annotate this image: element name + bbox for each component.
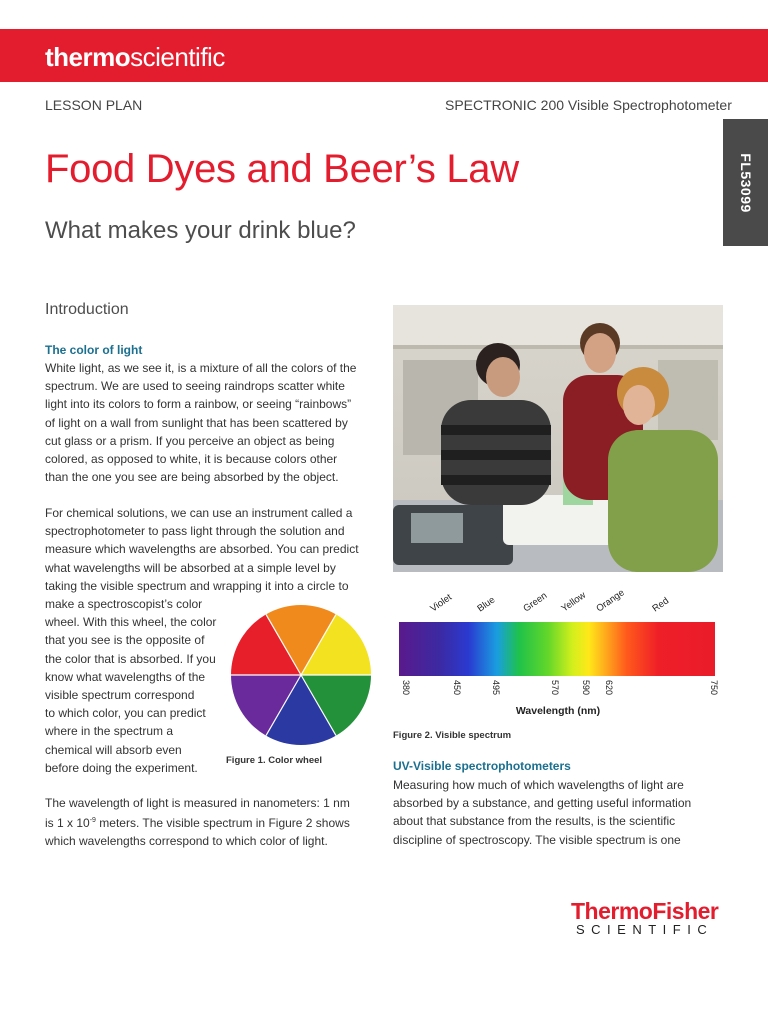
text-line: to which color, you can predict — [45, 706, 206, 721]
visible-spectrum-figure — [393, 580, 723, 725]
wavelength-paragraph — [45, 794, 385, 851]
green-label: Green — [521, 590, 550, 615]
text-line: wheel. With this wheel, the color — [45, 615, 217, 630]
red-label: Red — [650, 595, 672, 615]
blue-label: Blue — [475, 594, 498, 615]
text-line — [45, 812, 385, 832]
thermo-scientific-logo: thermoscientific — [45, 42, 225, 72]
spectrum-bar — [399, 622, 715, 676]
text-line: taking the visible spectrum and wrapping it into a circle to — [45, 578, 349, 593]
tick-label: 620 — [604, 680, 614, 696]
text-line: White light, as we see it, is a mixture of all the colors of the — [45, 361, 357, 375]
text-line: the color that is absorbed. If you — [45, 651, 216, 666]
text-line: colored, as opposed to white, it is because colors other — [45, 452, 338, 467]
page-subtitle: What makes your drink blue? — [45, 217, 356, 244]
thermo-fisher-logo: ThermoFisher — [571, 898, 719, 924]
text-line: visible spectrum correspond — [45, 688, 195, 703]
tick-label: 570 — [550, 680, 560, 696]
exponent: -9 — [89, 817, 96, 825]
text-line: about that substance from the results, is the scientific — [393, 814, 676, 829]
uv-visible-paragraph — [393, 776, 728, 849]
lesson-plan-label: LESSON PLAN — [45, 97, 143, 113]
text-line: what wavelengths will be absorbed at a simple level by — [45, 560, 336, 575]
scientific-wordmark: SCIENTIFIC — [576, 922, 714, 937]
text-line: than the one you see are being absorbed by the object. — [45, 470, 339, 485]
tick-label: 380 — [401, 680, 411, 696]
orange-label: Orange — [594, 587, 627, 615]
color-wheel-figure — [229, 603, 373, 747]
text-fragment: is 1 x 10 — [45, 816, 90, 831]
text-line: light into its colors to form a rainbow, or seeing “rainbows” — [45, 397, 352, 412]
color-of-light-paragraph — [45, 359, 385, 486]
visible-spectrum-chart — [393, 580, 723, 725]
page-title: Food Dyes and Beer’s Law — [45, 147, 519, 191]
text-line: which wavelengths correspond to which color of light. — [45, 834, 328, 849]
text-line: chemical will absorb even — [45, 742, 182, 757]
text-line: For chemical solutions, we can use an instrument called a — [45, 506, 353, 520]
figure-2-caption: Figure 2. Visible spectrum — [393, 730, 512, 741]
text-line: of light on a wall from sunlight that has been scattered by — [45, 415, 348, 430]
text-line: The wavelength of light is measured in nanometers: 1 nm — [45, 796, 350, 810]
document-code-tab — [723, 119, 768, 246]
text-line: spectrophotometer to pass light through the solution and — [45, 524, 345, 539]
tick-label: 750 — [709, 680, 719, 696]
text-line: absorbed by a substance, and getting useful information — [393, 796, 692, 811]
tick-label: 450 — [452, 680, 462, 696]
violet-label: Violet — [428, 591, 455, 615]
tick-label: 590 — [581, 680, 591, 696]
document-code: FL53099 — [737, 152, 754, 213]
text-fragment: meters. The visible spectrum in Figure 2 shows — [95, 816, 350, 831]
lab-photo-illustration — [393, 305, 723, 572]
text-line: make a spectroscopist’s color — [45, 597, 203, 612]
spectrum-axis-label: Wavelength (nm) — [515, 705, 601, 717]
text-line: that you see is the opposite of — [45, 633, 205, 648]
introduction-heading: Introduction — [45, 301, 129, 318]
text-line: spectrum. We are used to seeing raindrops scatter white — [45, 379, 345, 394]
students-lab-photo — [393, 305, 723, 572]
text-line: Measuring how much of which wavelengths of light are — [393, 778, 684, 792]
text-line: cut glass or a prism. If you perceive an object as being — [45, 433, 335, 448]
color-of-light-heading: The color of light — [45, 343, 143, 357]
figure-1-caption: Figure 1. Color wheel — [226, 755, 323, 766]
text-line: before doing the experiment. — [45, 760, 198, 775]
text-line: measure which wavelengths are absorbed. You can predict — [45, 542, 359, 557]
product-name: SPECTRONIC 200 Visible Spectrophotometer — [445, 97, 732, 113]
yellow-label: Yellow — [559, 589, 588, 615]
text-line: where in the spectrum a — [45, 724, 174, 739]
text-line: discipline of spectroscopy. The visible spectrum is one — [393, 832, 681, 847]
tick-label: 495 — [491, 680, 501, 696]
uv-visible-heading: UV-Visible spectrophotometers — [393, 759, 571, 773]
text-line: know what wavelengths of the — [45, 669, 206, 684]
